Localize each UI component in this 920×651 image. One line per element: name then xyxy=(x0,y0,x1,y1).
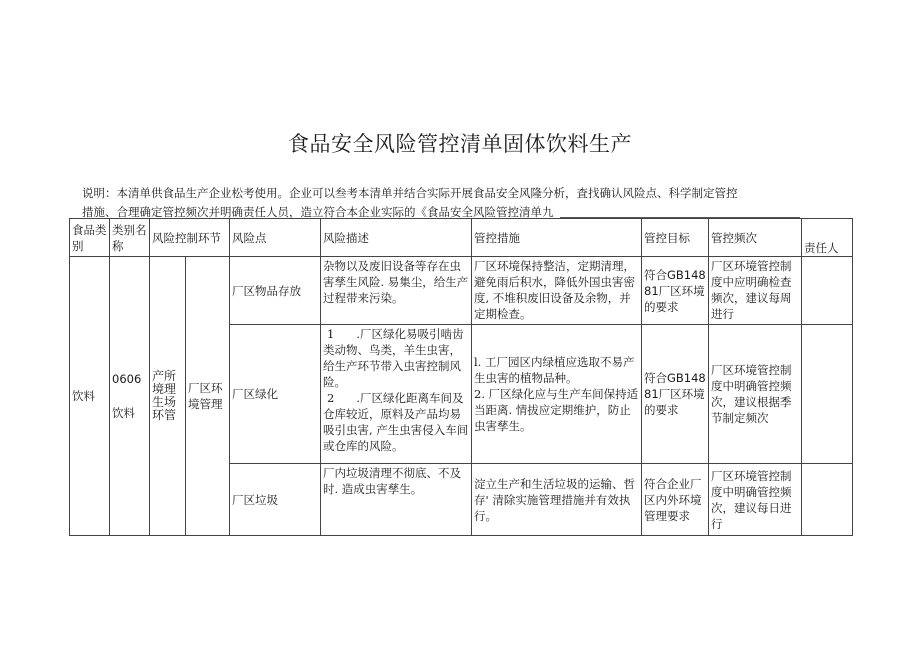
cell-owner xyxy=(802,464,853,536)
cell-measures: 厂区环境保持整洁，定期清理，避免雨后积水，降低外国虫害密度, 不堆积废旧设备及余物，并定期检查。 xyxy=(472,257,642,325)
note-line-1: 说明：本清单供食品生产企业松考使用。企业可以叁考本清单并结合实际开展食品安全风隆分析，査找确认风险点、科学制定管控 xyxy=(82,186,738,200)
cell-risk-point: 厂区绿化 xyxy=(230,325,321,464)
table-row xyxy=(70,257,853,325)
header-frequency: 管控频次 xyxy=(709,219,802,257)
cell-risk-desc xyxy=(321,325,472,464)
risk-desc-item-1: 1 .厂区绿化易吸引啮齿类动物、鸟类，羊生虫害，给生产环节带入虫害控制风险。 xyxy=(323,327,464,389)
cell-target: 符合GB14881厂区环境的要求 xyxy=(642,325,709,464)
category-name: 饮料 xyxy=(112,406,135,420)
header-risk-desc: 风险描述 xyxy=(321,219,472,257)
cell-owner xyxy=(802,325,853,464)
cell-risk-point: 厂区垃圾 xyxy=(230,464,321,536)
measure-item-2: 2. 厂区绿化应与生产车间保持适当距离. 情拔应定期维护，防止虫害孳生。 xyxy=(474,387,639,433)
header-measures: 管控措施 xyxy=(472,219,642,257)
cell-control-link: 厂区环境管理 xyxy=(186,257,230,536)
risk-control-table xyxy=(69,218,853,536)
cell-risk-desc: 杂物以及废旧设备等存在虫害孳生风险. 易集尘，给生产过程带来污染。 xyxy=(321,257,472,325)
cell-frequency: 厂区环境管控制度中明确管控频次，建议每日进行 xyxy=(709,464,802,536)
cell-subcategory xyxy=(110,257,150,536)
note-line-2: 措施、合理确定管控频次并明确责任人员，造立符合本企业实际的《食品安全风险管控清单九 xyxy=(82,205,554,219)
cell-frequency: 厂区环境管控制度中应明确检查频次，建议每周进行 xyxy=(709,257,802,325)
measure-item-1: l. 工厂园区内绿植应选取不易产生虫害的植物品种。 xyxy=(474,355,635,385)
env-vertical-label: 产所境理生场环管 xyxy=(152,369,177,422)
header-target: 管控目标 xyxy=(642,219,709,257)
table-header-row xyxy=(70,219,853,257)
cell-category: 饮料 xyxy=(70,257,110,536)
header-category: 食品类别 xyxy=(70,219,110,257)
cell-measures xyxy=(472,325,642,464)
cell-env-label xyxy=(150,257,186,536)
header-owner: 责任人 xyxy=(802,219,853,257)
cell-target: 符合企业厂区内外环境管理要求 xyxy=(642,464,709,536)
cell-target: 符合GB14881厂区环境的要求 xyxy=(642,257,709,325)
header-control-link: 风险控制环节 xyxy=(150,219,230,257)
cell-risk-desc: 厂内垃圾清理不彻底、不及时. 造成虫害孳生。 xyxy=(321,464,472,536)
cell-frequency: 厂区环境管控制度中明确管控频次，建议根据季节制定频次 xyxy=(709,325,802,464)
category-code: 0606 xyxy=(112,372,142,386)
risk-desc-item-2: 2 .厂区绿化距离车间及仓库较近，原料及产品均易吸引虫害, 产生虫害侵入车间或仓库的风险。 xyxy=(323,391,469,453)
cell-measures: 淀立生产和生活垃圾的运输、哲存' 清除实施管理措施并有效执行。 xyxy=(472,464,642,536)
header-subcategory: 类别名称 xyxy=(110,219,150,257)
header-risk-point: 风险点 xyxy=(230,219,321,257)
cell-owner xyxy=(802,257,853,325)
document-title: 食品安全风险管控清单固体饮料生产 xyxy=(288,132,632,156)
cell-risk-point: 厂区物品存放 xyxy=(230,257,321,325)
